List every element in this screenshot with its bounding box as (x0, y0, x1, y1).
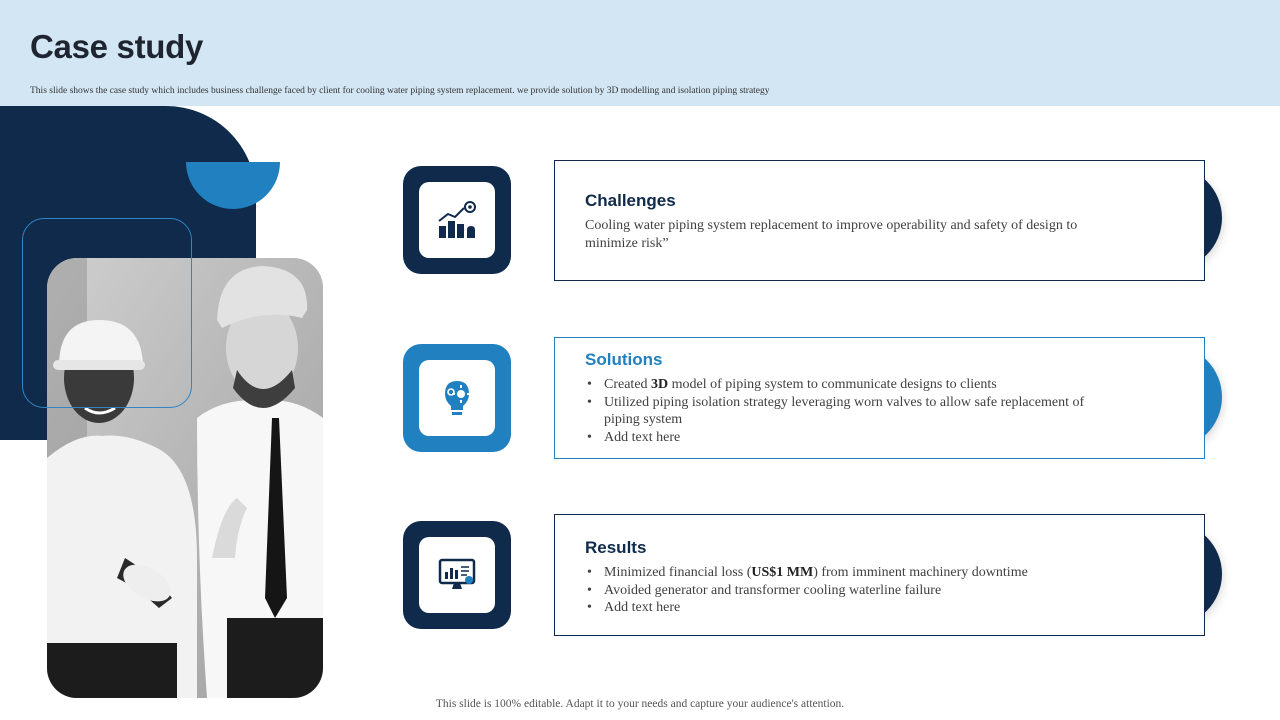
page-subtitle: This slide shows the case study which includes business challenge faced by client for cooling water piping system replacement. we provide solution by 3D modelling and isolation piping strategy (30, 86, 770, 96)
list-item: • Avoided generator and transformer cooling waterline failure (585, 582, 1105, 600)
challenges-title: Challenges (585, 191, 676, 210)
page-title: Case study (30, 28, 204, 65)
header-band (0, 0, 1280, 106)
solutions-list (585, 376, 1105, 446)
list-item: • Minimized financial loss (US$1 MM) from imminent machinery downtime (585, 564, 1105, 582)
outline-decor-frame (22, 218, 192, 408)
list-item: • Utilized piping isolation strategy leveraging worn valves to allow safe replacement of piping system (585, 394, 1105, 429)
lightbulb-gear-icon (436, 377, 478, 419)
results-icon-tile (403, 521, 511, 629)
list-item: • Add text here (585, 429, 1105, 447)
solutions-icon-tile (403, 344, 511, 452)
footer-note: This slide is 100% editable. Adapt it to your needs and capture your audience's attention. (435, 698, 845, 710)
challenges-icon-tile (403, 166, 511, 274)
solutions-title: Solutions (585, 350, 663, 369)
results-card (554, 514, 1205, 636)
list-item: • Created 3D model of piping system to communicate designs to clients (585, 376, 1105, 394)
growth-chart-icon (436, 199, 478, 241)
solutions-card (554, 337, 1205, 459)
monitor-chart-icon (437, 555, 477, 595)
challenges-card (554, 160, 1205, 281)
results-title: Results (585, 538, 647, 557)
list-item: • Add text here (585, 599, 1105, 617)
results-list (585, 564, 1105, 617)
challenges-text: Cooling water piping system replacement to improve operability and safety of design to minimize risk” (585, 218, 1078, 251)
